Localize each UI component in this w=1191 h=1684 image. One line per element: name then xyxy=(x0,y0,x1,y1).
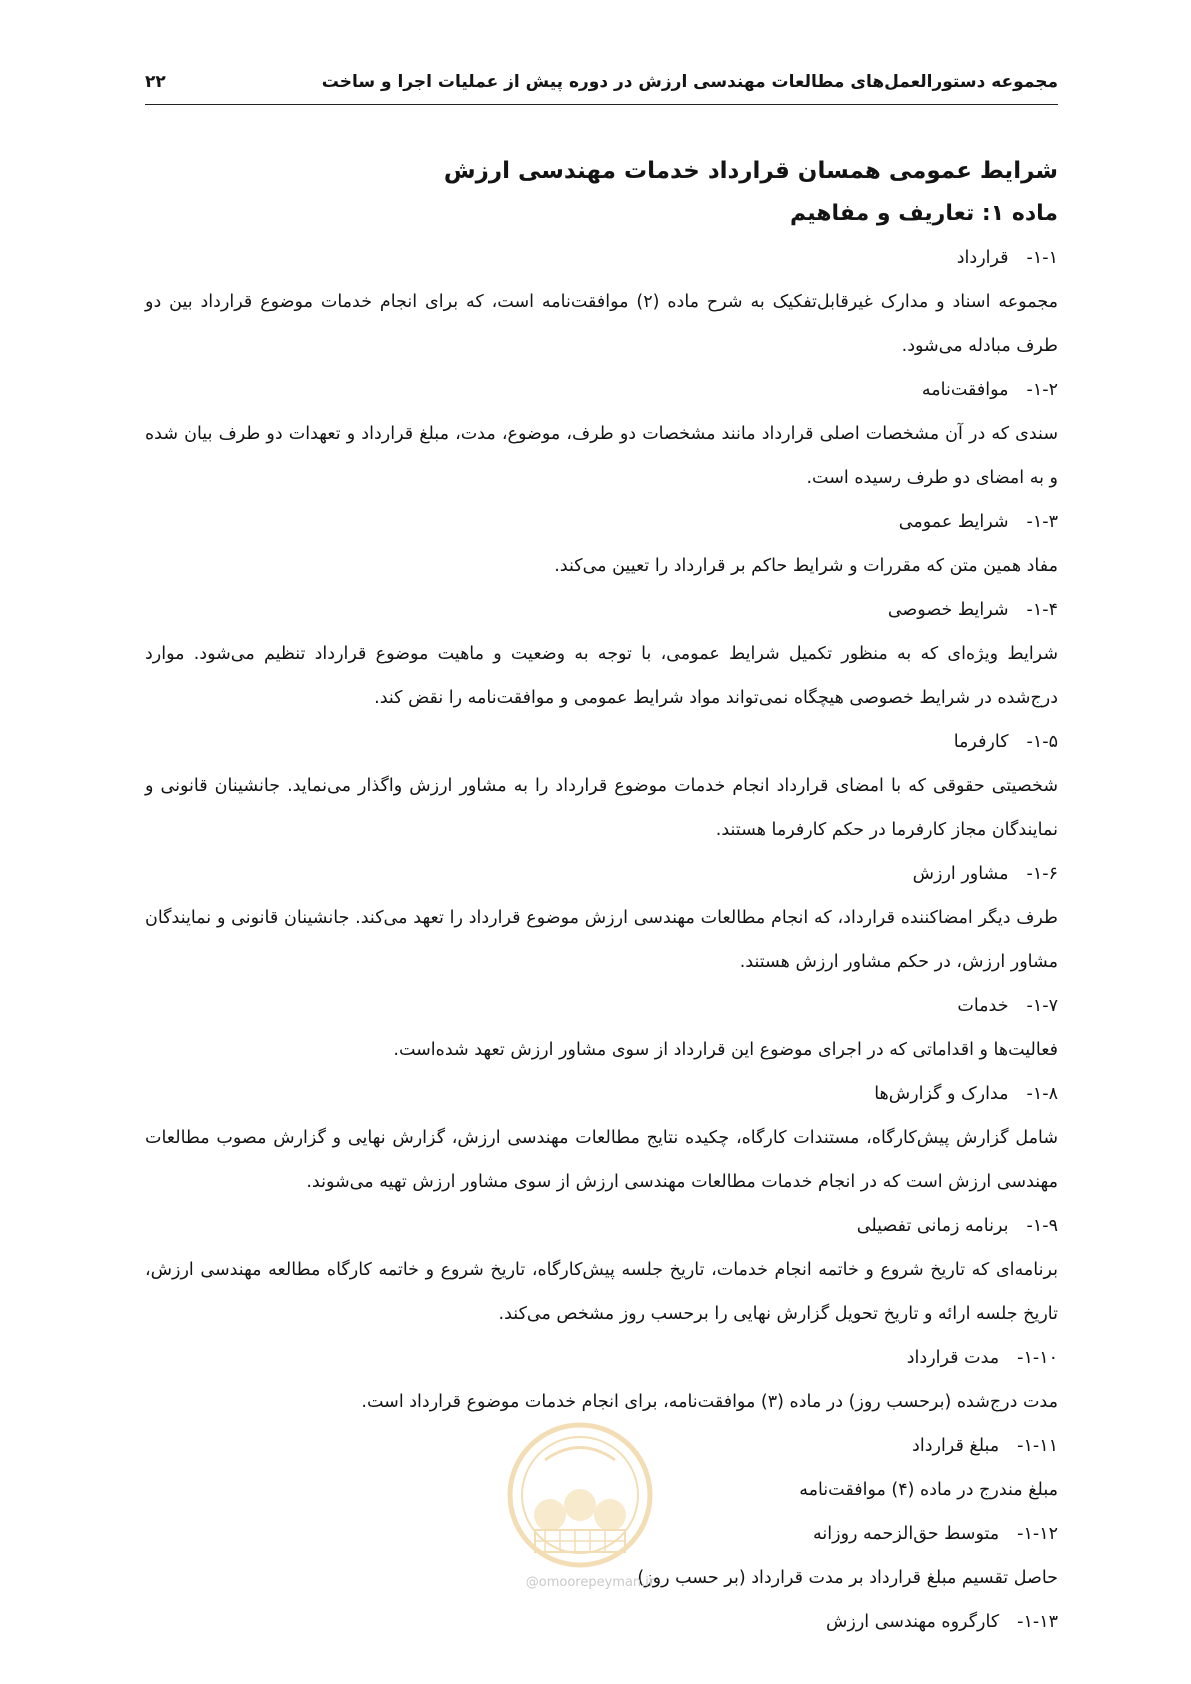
definition-term-label: کارفرما xyxy=(953,732,1009,752)
definition-term xyxy=(145,368,1058,412)
definition-number: ۱-۹- xyxy=(1026,1216,1058,1236)
definition-text: طرف دیگر امضاکننده قرارداد، که انجام مطالعات مهندسی ارزش موضوع قرارداد را تعهد می‌کند. جانشینان قانونی و نمایندگان مشاور ارزش، در حکم مشاور ارزش هستند. xyxy=(145,908,1058,972)
definition-number: ۱-۷- xyxy=(1026,996,1058,1016)
definition-number: ۱-۶- xyxy=(1026,864,1058,884)
definition-term xyxy=(145,720,1058,764)
definition-term-label: کارگروه مهندسی ارزش xyxy=(826,1612,1000,1632)
definition-term-label: خدمات xyxy=(957,996,1009,1016)
definition-term xyxy=(145,236,1058,280)
definition-text: شامل گزارش پیش‌کارگاه، مستندات کارگاه، چکیده نتایج مطالعات مهندسی ارزش، گزارش نهایی و گزارش مصوب مطالعات مهندسی ارزش است که در انجام خدمات مطالعات مهندسی ارزش از سوی مشاور ارزش تهیه می‌شوند. xyxy=(145,1128,1058,1192)
definition-term xyxy=(145,1336,1058,1380)
definition-term-label: مشاور ارزش xyxy=(912,864,1009,884)
definition-text: برنامه‌ای که تاریخ شروع و خاتمه انجام خدمات، تاریخ جلسه پیش‌کارگاه، تاریخ شروع و خاتمه کارگاه مطالعه مهندسی ارزش، تاریخ جلسه ارائه و تاریخ تحویل گزارش نهایی را برحسب روز مشخص می‌کند. xyxy=(145,1260,1058,1324)
definition-text: فعالیت‌ها و اقداماتی که در اجرای موضوع این قرارداد از سوی مشاور ارزش تعهد شده‌است. xyxy=(393,1040,1058,1060)
definition-number: ۱-۲- xyxy=(1026,380,1058,400)
definition-number: ۱-۱۰- xyxy=(1017,1348,1058,1368)
definition-text: مدت درج‌شده (برحسب روز) در ماده (۳) موافقت‌نامه، برای انجام خدمات موضوع قرارداد است. xyxy=(361,1392,1058,1412)
definition-text: شخصیتی حقوقی که با امضای قرارداد انجام خدمات موضوع قرارداد را به مشاور ارزش واگذار می‌نماید. جانشینان قانونی و نمایندگان مجاز کارفرما در حکم کارفرما هستند. xyxy=(145,776,1058,840)
definition-term-label: متوسط حق‌الزحمه روزانه xyxy=(813,1524,1000,1544)
watermark-url: @omoorepeyman.ir xyxy=(525,1575,655,1590)
definition-term-label: مدت قرارداد xyxy=(906,1348,1000,1368)
page-header xyxy=(145,64,1058,105)
definition-term-label: مبلغ قرارداد xyxy=(912,1436,1000,1456)
definition-term-label: قرارداد xyxy=(956,248,1009,268)
definition-text: مبلغ مندرج در ماده (۴) موافقت‌نامه xyxy=(799,1480,1058,1500)
definition-term xyxy=(145,588,1058,632)
definition-text: شرایط ویژه‌ای که به منظور تکمیل شرایط عمومی، با توجه به وضعیت و ماهیت موضوع قرارداد تنظیم می‌شود. موارد درج‌شده در شرایط خصوصی هیچگاه نمی‌تواند مواد شرایط عمومی و موافقت‌نامه را نقض کند. xyxy=(145,644,1058,708)
header-title: مجموعه دستورالعمل‌های مطالعات مهندسی ارزش در دوره پیش از عملیات اجرا و ساخت xyxy=(321,72,1058,92)
definition-term xyxy=(145,1600,1058,1644)
definition-text: حاصل تقسیم مبلغ قرارداد بر مدت قرارداد (بر حسب روز) xyxy=(637,1568,1058,1588)
definition-term-label: موافقت‌نامه xyxy=(921,380,1009,400)
definition-term-label: شرایط خصوصی xyxy=(887,600,1009,620)
definition-number: ۱-۵- xyxy=(1026,732,1058,752)
definition-number: ۱-۳- xyxy=(1026,512,1058,532)
article-title: ماده ۱: تعاریف و مفاهیم xyxy=(790,201,1058,226)
definition-text: مفاد همین متن که مقررات و شرایط حاکم بر قرارداد را تعیین می‌کند. xyxy=(554,556,1058,576)
definition-term-label: برنامه زمانی تفصیلی xyxy=(856,1216,1009,1236)
definition-number: ۱-۱۳- xyxy=(1017,1612,1058,1632)
definition-term xyxy=(145,1204,1058,1248)
definition-number: ۱-۱۱- xyxy=(1017,1436,1058,1456)
definition-text: سندی که در آن مشخصات اصلی قرارداد مانند مشخصات دو طرف، موضوع، مدت، مبلغ قرارداد و تعهدات دو طرف بیان شده و به امضای دو طرف رسیده است. xyxy=(145,424,1058,488)
definition-number: ۱-۸- xyxy=(1026,1084,1058,1104)
definition-term xyxy=(145,984,1058,1028)
definition-number: ۱-۱۲- xyxy=(1017,1524,1058,1544)
definition-term xyxy=(145,1072,1058,1116)
definition-term-label: شرایط عمومی xyxy=(898,512,1009,532)
definition-number: ۱-۱- xyxy=(1026,248,1058,268)
main-title: شرایط عمومی همسان قرارداد خدمات مهندسی ارزش xyxy=(443,158,1058,184)
definition-text: مجموعه اسناد و مدارک غیرقابل‌تفکیک به شرح ماده (۲) موافقت‌نامه است، که برای انجام خدمات موضوع قرارداد بین دو طرف مبادله می‌شود. xyxy=(145,292,1058,356)
definition-number: ۱-۴- xyxy=(1026,600,1058,620)
watermark-logo-icon xyxy=(505,1420,655,1570)
definition-term xyxy=(145,500,1058,544)
definition-term-label: مدارک و گزارش‌ها xyxy=(874,1084,1009,1104)
page-number: ۲۲ xyxy=(145,72,166,92)
definition-term xyxy=(145,852,1058,896)
